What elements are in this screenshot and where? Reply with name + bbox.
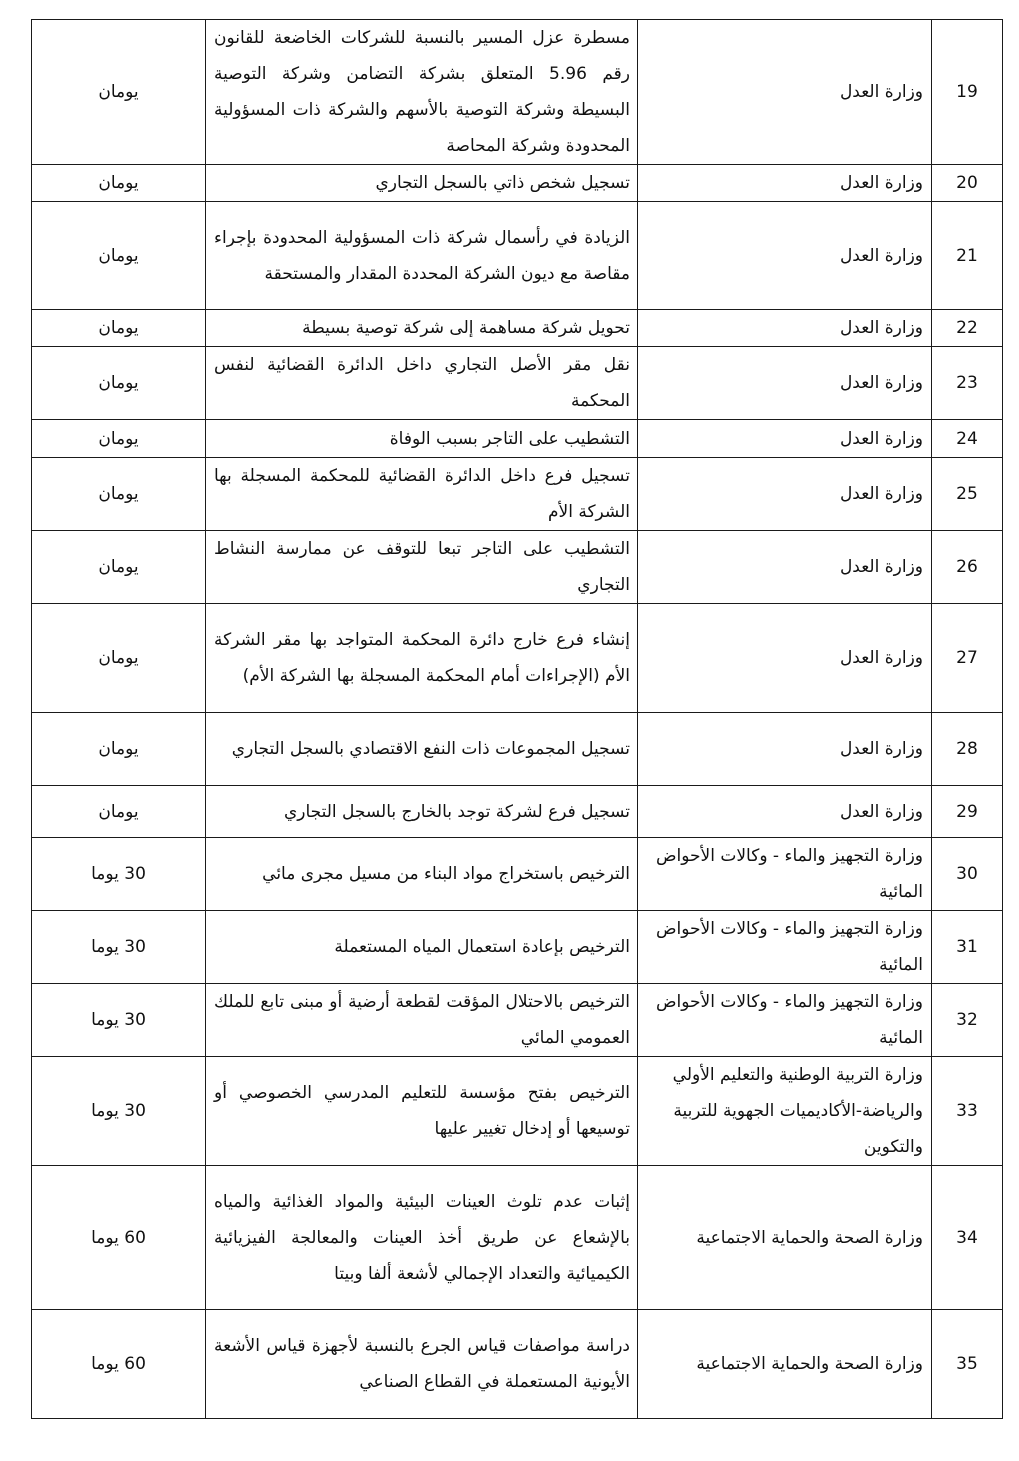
table-row [32, 458, 1003, 531]
duration-cell: يومان [32, 165, 206, 202]
ministry-cell: وزارة العدل [638, 458, 932, 531]
duration-cell: يومان [32, 458, 206, 531]
row-number: 31 [932, 911, 1003, 984]
ministry-cell: وزارة العدل [638, 786, 932, 838]
procedure-cell: نقل مقر الأصل التجاري داخل الدائرة القضائية لنفس المحكمة [206, 347, 638, 420]
procedure-cell: مسطرة عزل المسير بالنسبة للشركات الخاضعة للقانون رقم 5.96 المتعلق بشركة التضامن وشركة التوصية البسيطة وشركة التوصية بالأسهم والشركة ذات المسؤولية المحدودة وشركة المحاصة [206, 20, 638, 165]
procedure-cell: تسجيل فرع داخل الدائرة القضائية للمحكمة المسجلة بها الشركة الأم [206, 458, 638, 531]
ministry-cell: وزارة العدل [638, 202, 932, 310]
procedure-cell: التشطيب على التاجر تبعا للتوقف عن ممارسة النشاط التجاري [206, 531, 638, 604]
row-number: 23 [932, 347, 1003, 420]
ministry-cell: وزارة العدل [638, 20, 932, 165]
ministry-cell: وزارة العدل [638, 420, 932, 458]
duration-cell: يومان [32, 310, 206, 347]
row-number: 26 [932, 531, 1003, 604]
row-number: 33 [932, 1057, 1003, 1166]
ministry-cell: وزارة التربية الوطنية والتعليم الأولي والرياضة-الأكاديميات الجهوية للتربية والتكوين [638, 1057, 932, 1166]
procedure-cell: تسجيل شخص ذاتي بالسجل التجاري [206, 165, 638, 202]
ministry-cell: وزارة العدل [638, 310, 932, 347]
procedure-cell: إنشاء فرع خارج دائرة المحكمة المتواجد بها مقر الشركة الأم (الإجراءات أمام المحكمة المسجلة بها الشركة الأم) [206, 604, 638, 713]
row-number: 34 [932, 1166, 1003, 1310]
duration-cell: 30 يوما [32, 838, 206, 911]
procedure-cell: الزيادة في رأسمال شركة ذات المسؤولية المحدودة بإجراء مقاصة مع ديون الشركة المحددة المقدار والمستحقة [206, 202, 638, 310]
table-row [32, 347, 1003, 420]
procedure-cell: الترخيص بالاحتلال المؤقت لقطعة أرضية أو مبنى تابع للملك العمومي المائي [206, 984, 638, 1057]
ministry-cell: وزارة الصحة والحماية الاجتماعية [638, 1310, 932, 1419]
table-row [32, 202, 1003, 310]
duration-cell: يومان [32, 604, 206, 713]
table-row [32, 420, 1003, 458]
procedure-cell: الترخيص بإعادة استعمال المياه المستعملة [206, 911, 638, 984]
duration-cell: يومان [32, 20, 206, 165]
duration-cell: يومان [32, 420, 206, 458]
procedures-table [31, 19, 1003, 1419]
ministry-cell: وزارة الصحة والحماية الاجتماعية [638, 1166, 932, 1310]
table-row [32, 911, 1003, 984]
table-row [32, 1057, 1003, 1166]
table-row [32, 20, 1003, 165]
table-row [32, 604, 1003, 713]
duration-cell: 60 يوما [32, 1310, 206, 1419]
duration-cell: يومان [32, 202, 206, 310]
table-row [32, 531, 1003, 604]
procedure-cell: تحويل شركة مساهمة إلى شركة توصية بسيطة [206, 310, 638, 347]
ministry-cell: وزارة التجهيز والماء - وكالات الأحواض المائية [638, 984, 932, 1057]
duration-cell: يومان [32, 531, 206, 604]
ministry-cell: وزارة العدل [638, 347, 932, 420]
row-number: 27 [932, 604, 1003, 713]
row-number: 32 [932, 984, 1003, 1057]
row-number: 30 [932, 838, 1003, 911]
procedure-cell: تسجيل المجموعات ذات النفع الاقتصادي بالسجل التجاري [206, 713, 638, 786]
table-row [32, 786, 1003, 838]
procedure-cell: الترخيص باستخراج مواد البناء من مسيل مجرى مائي [206, 838, 638, 911]
ministry-cell: وزارة العدل [638, 604, 932, 713]
duration-cell: 30 يوما [32, 984, 206, 1057]
ministry-cell: وزارة التجهيز والماء - وكالات الأحواض المائية [638, 911, 932, 984]
procedure-cell: الترخيص بفتح مؤسسة للتعليم المدرسي الخصوصي أو توسيعها أو إدخال تغيير عليها [206, 1057, 638, 1166]
ministry-cell: وزارة التجهيز والماء - وكالات الأحواض المائية [638, 838, 932, 911]
table-row [32, 165, 1003, 202]
procedure-cell: دراسة مواصفات قياس الجرع بالنسبة لأجهزة قياس الأشعة الأيونية المستعملة في القطاع الصناعي [206, 1310, 638, 1419]
procedures-table-body [32, 20, 1003, 1419]
ministry-cell: وزارة العدل [638, 713, 932, 786]
duration-cell: 30 يوما [32, 911, 206, 984]
duration-cell: 60 يوما [32, 1166, 206, 1310]
row-number: 24 [932, 420, 1003, 458]
row-number: 19 [932, 20, 1003, 165]
table-row [32, 713, 1003, 786]
row-number: 21 [932, 202, 1003, 310]
procedure-cell: التشطيب على التاجر بسبب الوفاة [206, 420, 638, 458]
row-number: 20 [932, 165, 1003, 202]
duration-cell: يومان [32, 347, 206, 420]
table-row [32, 310, 1003, 347]
duration-cell: يومان [32, 786, 206, 838]
table-row [32, 838, 1003, 911]
duration-cell: 30 يوما [32, 1057, 206, 1166]
duration-cell: يومان [32, 713, 206, 786]
row-number: 29 [932, 786, 1003, 838]
ministry-cell: وزارة العدل [638, 165, 932, 202]
table-row [32, 1310, 1003, 1419]
row-number: 28 [932, 713, 1003, 786]
ministry-cell: وزارة العدل [638, 531, 932, 604]
table-row [32, 984, 1003, 1057]
row-number: 25 [932, 458, 1003, 531]
row-number: 22 [932, 310, 1003, 347]
procedure-cell: إثبات عدم تلوث العينات البيئية والمواد الغذائية والمياه بالإشعاع عن طريق أخذ العينات والمعالجة الفيزيائية الكيميائية والتعداد الإجمالي لأشعة ألفا وبيتا [206, 1166, 638, 1310]
procedure-cell: تسجيل فرع لشركة توجد بالخارج بالسجل التجاري [206, 786, 638, 838]
table-row [32, 1166, 1003, 1310]
row-number: 35 [932, 1310, 1003, 1419]
